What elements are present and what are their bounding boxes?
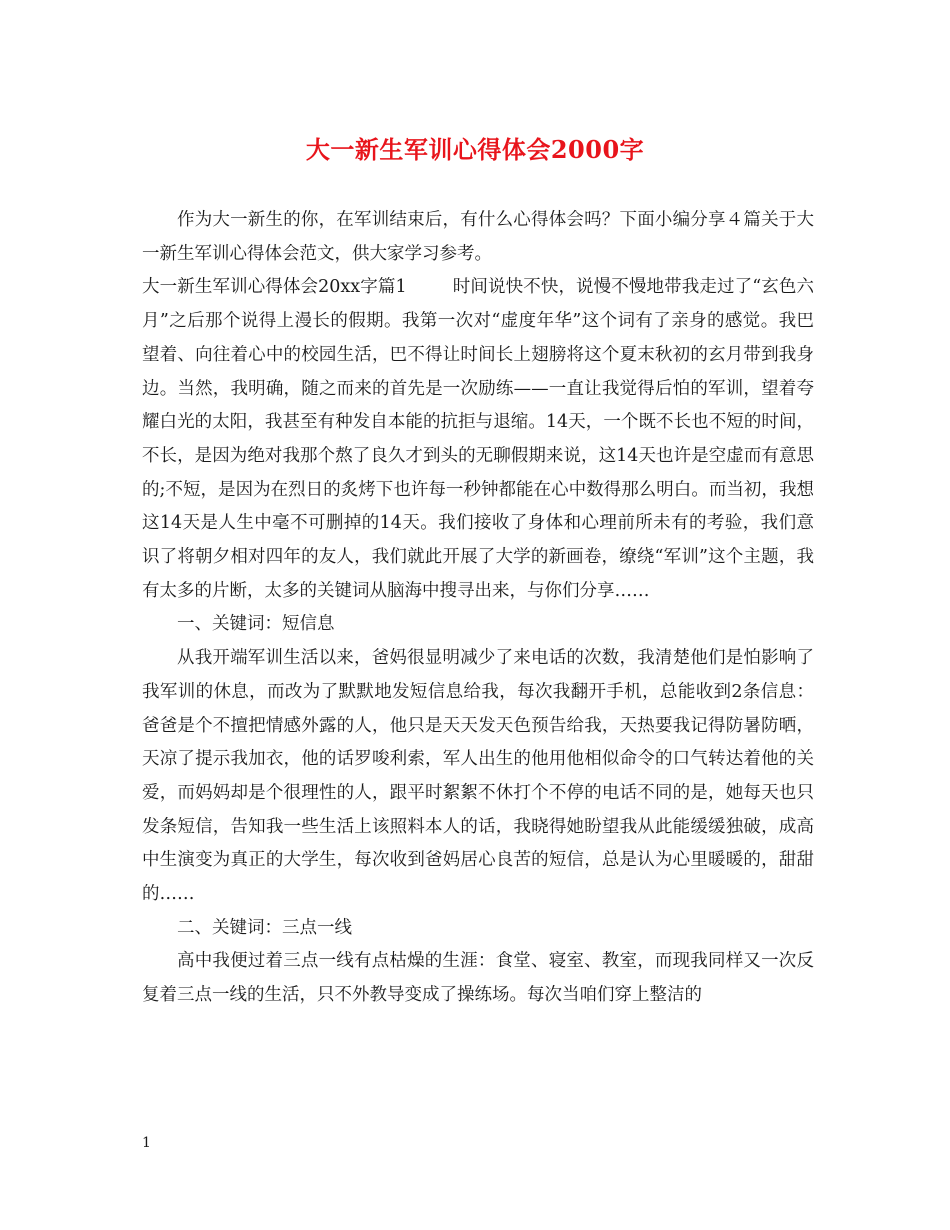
section1-heading: 一、关键词：短信息 xyxy=(177,614,335,635)
document-body xyxy=(142,204,814,1013)
section1-paragraph: 从我开端军训生活以来，爸妈很显明减少了来电话的次数，我清楚他们是怕影响了我军训的休息，而改为了默默地发短信息给我，每次我翻开手机，总能收到2条信息：爸爸是个不擅把情感外露的人，他只是天天发天色预告给我，天热要我记得防暑防晒，天凉了提示我加衣，他的话罗唆利索，军人出生的他用他相似命令的口气转达着他的关爱，而妈妈却是个很理性的人，跟平时絮絮不休打个不停的电话不同的是，她每天也只发条短信，告知我一些生活上该照料本人的话，我晓得她盼望我从此能缓缓独破，成高中生演变为真正的大学生，每次收到爸妈居心良苦的短信，总是认为心里暖暖的，甜甜的…… xyxy=(142,648,814,905)
essay-first-paragraph xyxy=(142,271,814,608)
document-title: 大一新生军训心得体会2000字 xyxy=(305,135,645,164)
section2-heading: 二、关键词：三点一线 xyxy=(177,917,352,938)
intro-paragraph: 作为大一新生的你，在军训结束后，有什么心得体会吗？下面小编分享４篇关于大一新生军训心得体会范文，供大家学习参考。 xyxy=(142,210,814,264)
essay-heading: 大一新生军训心得体会20xx字篇1 xyxy=(142,277,407,298)
essay-first-paragraph-text: 时间说快不快，说慢不慢地带我走过了“玄色六月”之后那个说得上漫长的假期。我第一次对“虚度年华”这个词有了亲身的感觉。我巴望着、向往着心中的校园生活，巴不得让时间长上翅膀将这个夏末秋初的玄月带到我身边。当然，我明确，随之而来的首先是一次励练——一直让我觉得后怕的军训，望着夸耀白光的太阳，我甚至有种发自本能的抗拒与退缩。14天，一个既不长也不短的时间，不长，是因为绝对我那个熬了良久才到头的无聊假期来说，这14天也许是空虚而有意思的;不短，是因为在烈日的炙烤下也许每一秒钟都能在心中数得那么明白。而当初，我想这14天是人生中毫不可删掉的14天。我们接收了身体和心理前所未有的考验，我们意识了将朝夕相对四年的友人，我们就此开展了大学的新画卷，缭绕“军训”这个主题，我有太多的片断，太多的关键词从脑海中搜寻出来，与你们分享…… xyxy=(142,277,814,601)
section2-paragraph: 高中我便过着三点一线有点枯燥的生涯：食堂、寝室、教室，而现我同样又一次反复着三点一线的生活，只不外教导变成了操练场。每次当咱们穿上整洁的 xyxy=(142,951,814,1006)
page-number: 1 xyxy=(142,1135,151,1151)
